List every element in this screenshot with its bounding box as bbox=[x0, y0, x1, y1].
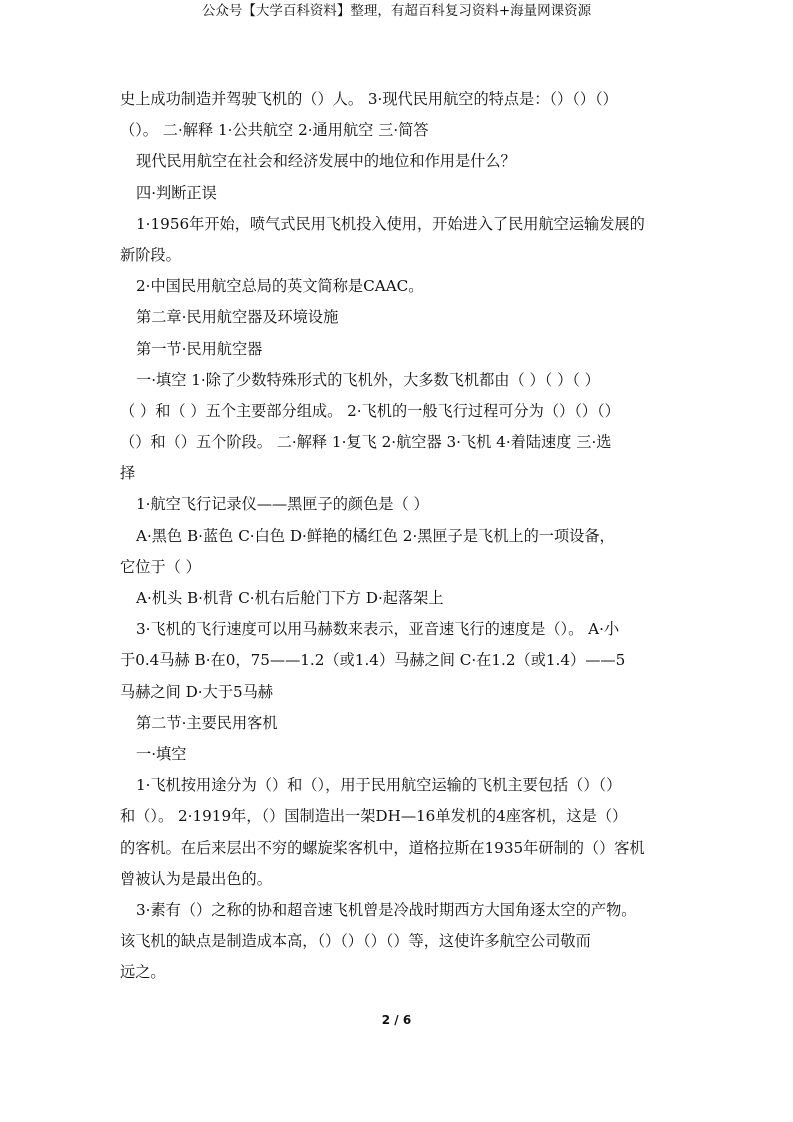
text-line: （）。 二·解释 1·公共航空 2·通用航空 三·简答 bbox=[120, 121, 429, 140]
text-line: 3·素有（）之称的协和超音速飞机曾是冷战时期西方大国角逐太空的产物。 bbox=[136, 900, 637, 919]
text-line: 择 bbox=[120, 464, 136, 483]
text-line: （ ）和（ ）五个主要部分组成。 2·飞机的一般飞行过程可分为（）（）（） bbox=[120, 401, 620, 420]
text-line: 3·飞机的飞行速度可以用马赫数来表示，亚音速飞行的速度是（）。 A·小 bbox=[136, 620, 620, 639]
text-line: 它位于（ ） bbox=[120, 557, 201, 576]
text-line: 1·1956年开始，喷气式民用飞机投入使用，开始进入了民用航空运输发展的 bbox=[136, 214, 645, 233]
text-line: 曾被认为是最出色的。 bbox=[120, 869, 272, 888]
section-heading: 第二节·主要民用客机 bbox=[136, 713, 278, 732]
text-line: （）和（）五个阶段。 二·解释 1·复飞 2·航空器 3·飞机 4·着陆速度 三·选 bbox=[120, 433, 612, 452]
page-number: 2 / 6 bbox=[381, 1013, 412, 1027]
text-line: 和（）。 2·1919年，（）国制造出一架DH—16单发机的4座客机，这是（） bbox=[120, 807, 628, 826]
text-line: A·机头 B·机背 C·机右后舱门下方 D·起落架上 bbox=[136, 589, 444, 607]
chapter-heading: 第二章·民用航空器及环境设施 bbox=[136, 308, 339, 327]
text-line: 2·中国民用航空总局的英文简称是CAAC。 bbox=[136, 277, 424, 296]
section-heading: 第一节·民用航空器 bbox=[136, 339, 263, 358]
text-line: 该飞机的缺点是制造成本高，（）（）（）（）等，这使许多航空公司敬而 bbox=[120, 932, 591, 951]
text-line: 史上成功制造并驾驶飞机的（）人。 3·现代民用航空的特点是：（）（）（） bbox=[120, 90, 618, 108]
text-line: 1·航空飞行记录仪——黑匣子的颜色是（ ） bbox=[136, 495, 429, 514]
text-line: 1·飞机按用途分为（）和（），用于民用航空运输的飞机主要包括（）（） bbox=[136, 776, 622, 795]
section-heading: 四·判断正误 bbox=[136, 183, 217, 202]
text-line: A·黑色 B·蓝色 C·白色 D·鲜艳的橘红色 2·黑匣子是飞机上的一项设备， bbox=[136, 526, 615, 545]
text-line: 现代民用航空在社会和经济发展中的地位和作用是什么？ bbox=[136, 152, 516, 171]
text-line: 远之。 bbox=[120, 963, 166, 982]
page-header: 公众号【大学百科资料】整理，有超百科复习资料+海量网课资源 bbox=[201, 3, 592, 19]
text-line: 马赫之间 D·大于5马赫 bbox=[120, 682, 273, 701]
document-body bbox=[120, 84, 676, 988]
text-line: 于0.4马赫 B·在0，75——1.2（或1.4）马赫之间 C·在1.2（或1.4）——5 bbox=[120, 651, 626, 670]
text-line: 新阶段。 bbox=[120, 245, 181, 264]
text-line: 一·填空 1·除了少数特殊形式的飞机外，大多数飞机都由（ ）（ ）（ ） bbox=[136, 370, 600, 389]
text-line: 的客机。在后来层出不穷的螺旋桨客机中，道格拉斯在1935年研制的（）客机 bbox=[120, 838, 645, 857]
section-heading: 一·填空 bbox=[136, 744, 187, 763]
